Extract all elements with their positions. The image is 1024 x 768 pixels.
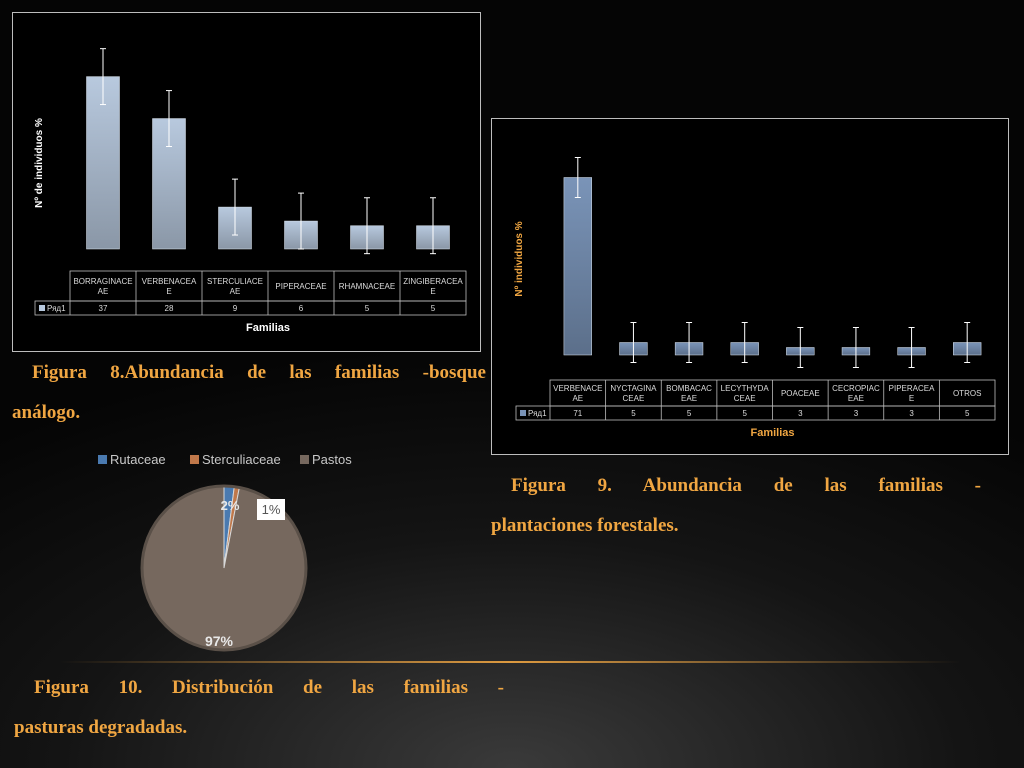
caption-line: Figura 9. Abundancia de las familias -: [511, 475, 981, 496]
category-label: [142, 277, 197, 296]
category-label-line: E: [166, 287, 172, 296]
category-label: [553, 384, 602, 403]
pie-chart-svg: [90, 448, 390, 658]
legend-label: Ряд1: [47, 304, 66, 313]
legend-swatch: [300, 455, 309, 464]
bar-chart-1: [13, 13, 482, 353]
legend-label: Ряд1: [528, 409, 547, 418]
table-value: 5: [964, 409, 970, 418]
figure-8-caption: [12, 353, 486, 433]
caption-line: análogo.: [12, 402, 81, 423]
category-label-line: E: [430, 287, 436, 296]
caption-line: plantaciones forestales.: [491, 515, 679, 536]
table-row-border: [516, 406, 995, 420]
caption-line: Figura 10. Distribución de las familias -: [34, 677, 504, 698]
data-label: 97%: [204, 633, 234, 649]
bar-chart-2: [492, 119, 1010, 456]
table-value: 37: [98, 304, 108, 313]
category-label-line: RHAMNACEAE: [338, 282, 396, 291]
category-label-line: AE: [97, 287, 109, 296]
table-value: 3: [798, 409, 803, 418]
legend-label: Rutaceae: [110, 452, 166, 467]
category-label: [73, 277, 132, 296]
table-value: 3: [853, 409, 859, 418]
category-label-line: AE: [229, 287, 241, 296]
category-label-line: BOMBACAC: [666, 384, 712, 393]
caption-line: Figura 8.Abundancia de las familias -bosque: [32, 362, 486, 383]
category-label-line: EAE: [847, 394, 864, 403]
category-label: [666, 384, 712, 403]
legend-swatch: [520, 410, 526, 416]
table-value: 5: [430, 304, 436, 313]
table-value: 5: [686, 409, 692, 418]
x-axis-title: Familias: [750, 427, 795, 439]
pie-chart-pasturas: [90, 448, 390, 658]
x-axis-title: Familias: [245, 322, 291, 334]
figure-10-caption: [14, 668, 504, 748]
y-axis-title: Nº de individuos %: [34, 118, 45, 208]
category-label: [953, 389, 981, 398]
category-label-line: EAE: [681, 394, 698, 403]
category-label: [832, 384, 880, 403]
figure-9-caption: [491, 466, 981, 546]
legend-swatch: [39, 305, 45, 311]
category-label-line: CEAE: [622, 394, 645, 403]
table-value: 71: [573, 409, 583, 418]
bar: [564, 178, 592, 356]
category-label-line: CECROPIAC: [832, 384, 880, 393]
category-label-line: BORRAGINACE: [73, 277, 133, 286]
data-label: 2%: [220, 498, 240, 513]
category-label: [275, 282, 326, 291]
table-value: 5: [631, 409, 636, 418]
category-label-line: VERBENACEA: [141, 277, 197, 286]
legend-swatch: [98, 455, 107, 464]
table-value: 6: [298, 304, 304, 313]
legend-label: Pastos: [312, 452, 352, 467]
category-label-line: VERBENACE: [553, 384, 603, 393]
category-label: [403, 277, 463, 296]
category-label-line: STERCULIACE: [206, 277, 264, 286]
table-value: 5: [742, 409, 747, 418]
category-label: [610, 384, 657, 403]
table-value: 5: [364, 304, 370, 313]
y-axis-title: Nº individuos %: [514, 221, 525, 297]
table-value: 28: [164, 304, 174, 313]
category-label-line: AE: [572, 394, 584, 403]
category-label: [339, 282, 395, 291]
divider-line: [60, 661, 960, 663]
category-label-line: OTROS: [952, 389, 982, 398]
caption-line: pasturas degradadas.: [14, 717, 188, 738]
category-label-line: ZINGIBERACEA: [403, 277, 463, 286]
legend-label: Sterculiaceae: [202, 452, 281, 467]
category-label-line: POACEAE: [780, 389, 820, 398]
category-label: [781, 389, 820, 398]
category-label: [721, 384, 770, 403]
category-label-line: CEAE: [733, 394, 756, 403]
category-label-line: E: [908, 394, 915, 403]
category-label-line: NYCTAGINA: [610, 384, 657, 393]
table-value: 3: [909, 409, 914, 418]
data-label: 1%: [261, 502, 281, 517]
category-label-line: PIPERACEAE: [275, 282, 327, 291]
category-label: [207, 277, 263, 296]
chart-plantaciones-forestales: [491, 118, 1009, 455]
category-label: [889, 384, 935, 403]
chart-bosque-analogo: [12, 12, 481, 352]
table-value: 9: [232, 304, 238, 313]
category-label-line: PIPERACEA: [888, 384, 935, 393]
category-label-line: LECYTHYDA: [720, 384, 769, 393]
legend-swatch: [190, 455, 199, 464]
